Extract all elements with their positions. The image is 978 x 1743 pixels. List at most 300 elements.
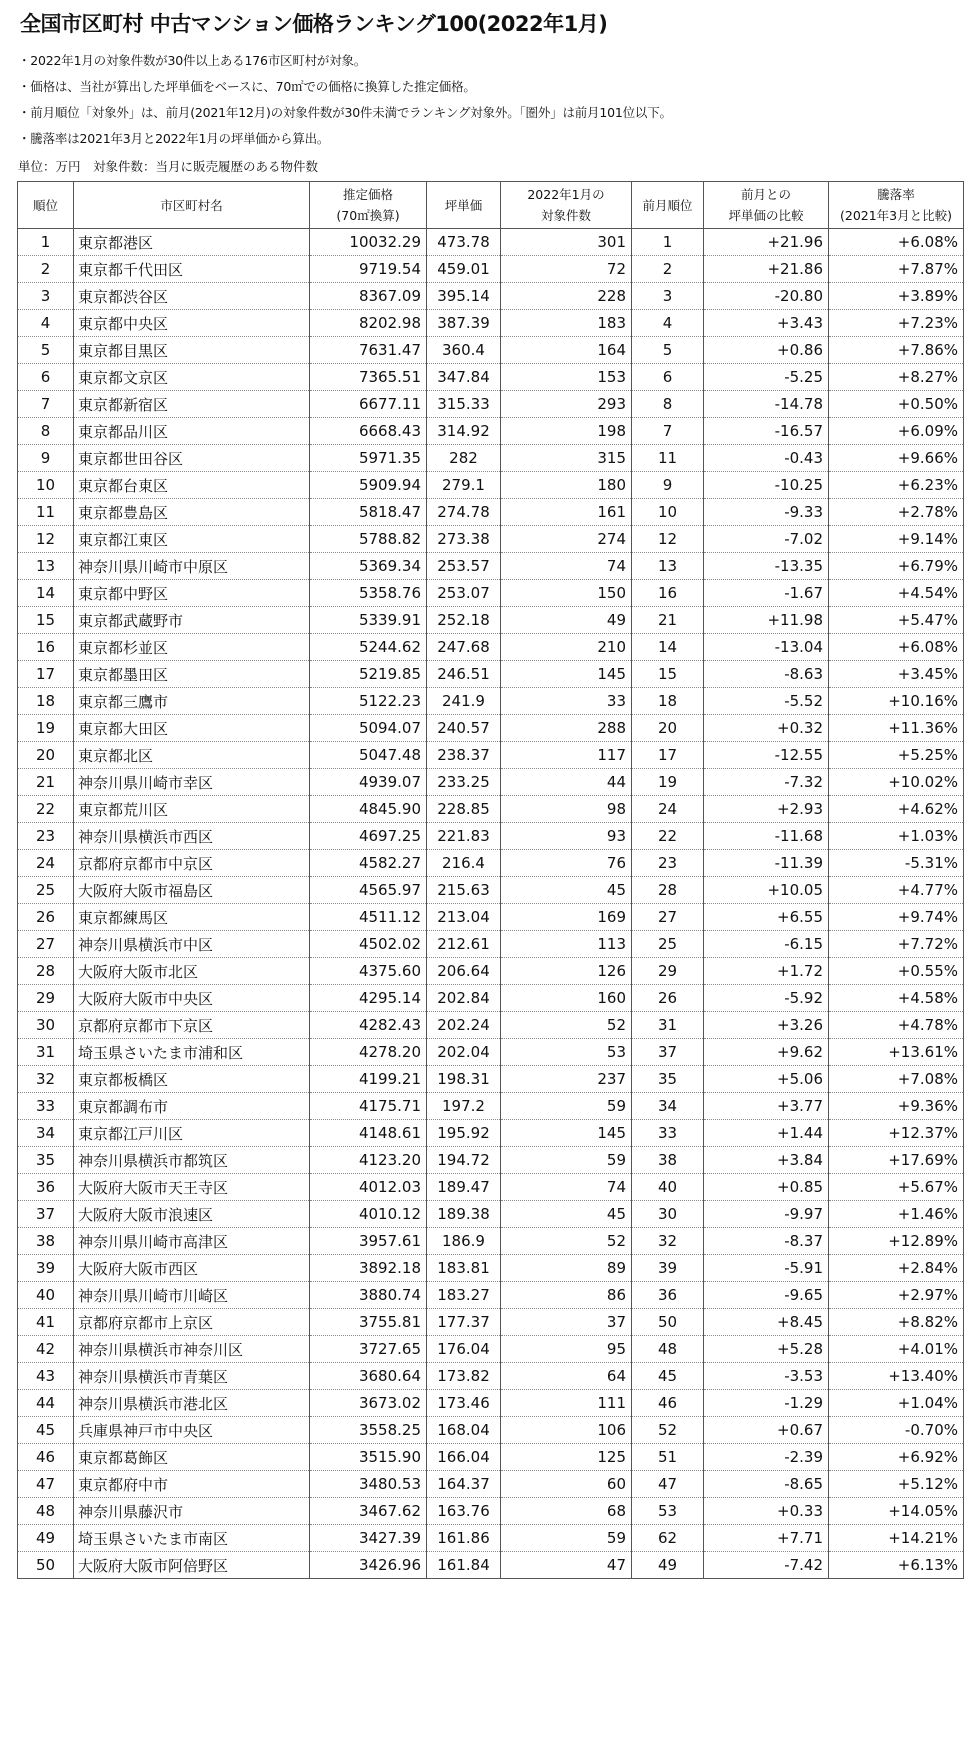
cell-prev-rank: 30 [632,1201,704,1228]
cell-diff: +3.26 [704,1012,829,1039]
cell-rate: +4.62% [829,796,964,823]
cell-tsubo: 186.9 [427,1228,501,1255]
cell-tsubo: 228.85 [427,796,501,823]
cell-rank: 28 [18,958,74,985]
cell-rate: +6.79% [829,553,964,580]
cell-prev-rank: 17 [632,742,704,769]
table-row [18,1066,964,1093]
cell-price: 4565.97 [310,877,427,904]
cell-rate: +10.02% [829,769,964,796]
cell-rate: +4.01% [829,1336,964,1363]
cell-name: 神奈川県横浜市青葉区 [74,1363,310,1390]
cell-count: 153 [501,364,632,391]
cell-prev-rank: 47 [632,1471,704,1498]
cell-count: 150 [501,580,632,607]
cell-diff: +3.43 [704,310,829,337]
cell-rank: 27 [18,931,74,958]
cell-diff: +0.67 [704,1417,829,1444]
table-row [18,310,964,337]
cell-rank: 18 [18,688,74,715]
table-row [18,364,964,391]
cell-diff: -7.02 [704,526,829,553]
cell-rank: 22 [18,796,74,823]
note-item: ・価格は、当社が算出した坪単価をベースに、70㎡での価格に換算した推定価格。 [18,79,476,94]
cell-count: 160 [501,985,632,1012]
cell-prev-rank: 14 [632,634,704,661]
cell-price: 8367.09 [310,283,427,310]
cell-prev-rank: 13 [632,553,704,580]
cell-diff: -14.78 [704,391,829,418]
cell-count: 37 [501,1309,632,1336]
cell-price: 5219.85 [310,661,427,688]
cell-count: 33 [501,688,632,715]
cell-name: 神奈川県川崎市中原区 [74,553,310,580]
cell-rate: +17.69% [829,1147,964,1174]
table-row [18,796,964,823]
cell-price: 3467.62 [310,1498,427,1525]
cell-rate: +3.45% [829,661,964,688]
cell-diff: -7.42 [704,1552,829,1579]
cell-name: 神奈川県横浜市中区 [74,931,310,958]
header-diff [704,182,829,229]
cell-rank: 45 [18,1417,74,1444]
cell-price: 5909.94 [310,472,427,499]
cell-count: 274 [501,526,632,553]
header-price-line1: 推定価格 [342,187,393,202]
cell-tsubo: 195.92 [427,1120,501,1147]
cell-tsubo: 202.24 [427,1012,501,1039]
cell-rank: 37 [18,1201,74,1228]
cell-tsubo: 252.18 [427,607,501,634]
cell-rate: +6.13% [829,1552,964,1579]
cell-rate: +13.61% [829,1039,964,1066]
cell-name: 東京都府中市 [74,1471,310,1498]
cell-tsubo: 173.82 [427,1363,501,1390]
cell-price: 7631.47 [310,337,427,364]
cell-rank: 31 [18,1039,74,1066]
table-row [18,1525,964,1552]
cell-prev-rank: 29 [632,958,704,985]
cell-prev-rank: 26 [632,985,704,1012]
cell-rate: +2.78% [829,499,964,526]
cell-prev-rank: 6 [632,364,704,391]
table-row [18,688,964,715]
cell-diff: +7.71 [704,1525,829,1552]
cell-diff: -5.25 [704,364,829,391]
table-row [18,1390,964,1417]
cell-rate: +2.97% [829,1282,964,1309]
cell-rank: 26 [18,904,74,931]
cell-name: 東京都港区 [74,229,310,256]
cell-diff: -12.55 [704,742,829,769]
cell-rate: +7.23% [829,310,964,337]
cell-count: 72 [501,256,632,283]
cell-name: 京都府京都市下京区 [74,1012,310,1039]
cell-rank: 34 [18,1120,74,1147]
table-row [18,229,964,256]
cell-count: 44 [501,769,632,796]
cell-count: 74 [501,553,632,580]
cell-rank: 35 [18,1147,74,1174]
cell-rank: 7 [18,391,74,418]
cell-rate: +9.36% [829,1093,964,1120]
table-row [18,1309,964,1336]
cell-name: 東京都中野区 [74,580,310,607]
cell-price: 4511.12 [310,904,427,931]
cell-prev-rank: 40 [632,1174,704,1201]
cell-rank: 47 [18,1471,74,1498]
header-rate-line2: (2021年3月と比較) [839,208,953,223]
cell-tsubo: 212.61 [427,931,501,958]
cell-diff: +10.05 [704,877,829,904]
cell-name: 埼玉県さいたま市浦和区 [74,1039,310,1066]
cell-rank: 42 [18,1336,74,1363]
cell-rank: 32 [18,1066,74,1093]
cell-prev-rank: 21 [632,607,704,634]
cell-rank: 24 [18,850,74,877]
cell-tsubo: 197.2 [427,1093,501,1120]
cell-rate: +12.37% [829,1120,964,1147]
cell-rank: 48 [18,1498,74,1525]
cell-price: 6668.43 [310,418,427,445]
cell-name: 東京都大田区 [74,715,310,742]
cell-rank: 5 [18,337,74,364]
cell-diff: -16.57 [704,418,829,445]
cell-price: 10032.29 [310,229,427,256]
notes-list [18,48,968,152]
cell-count: 288 [501,715,632,742]
cell-diff: +3.84 [704,1147,829,1174]
table-row [18,715,964,742]
cell-name: 東京都北区 [74,742,310,769]
cell-price: 5122.23 [310,688,427,715]
page-title: 全国市区町村 中古マンション価格ランキング100(2022年1月) [20,12,608,36]
cell-rate: -5.31% [829,850,964,877]
cell-name: 東京都荒川区 [74,796,310,823]
table-row [18,1417,964,1444]
table-row [18,877,964,904]
cell-prev-rank: 37 [632,1039,704,1066]
cell-tsubo: 241.9 [427,688,501,715]
header-rate [829,182,964,229]
table-row [18,634,964,661]
cell-count: 180 [501,472,632,499]
cell-rank: 40 [18,1282,74,1309]
cell-name: 東京都葛飾区 [74,1444,310,1471]
cell-price: 3558.25 [310,1417,427,1444]
note-item: ・2022年1月の対象件数が30件以上ある176市区町村が対象。 [18,53,367,68]
cell-tsubo: 176.04 [427,1336,501,1363]
cell-name: 大阪府大阪市中央区 [74,985,310,1012]
table-row [18,1093,964,1120]
cell-tsubo: 314.92 [427,418,501,445]
cell-price: 8202.98 [310,310,427,337]
cell-price: 3880.74 [310,1282,427,1309]
header-price [310,182,427,229]
cell-name: 東京都品川区 [74,418,310,445]
cell-tsubo: 183.27 [427,1282,501,1309]
cell-count: 64 [501,1363,632,1390]
cell-count: 125 [501,1444,632,1471]
cell-prev-rank: 18 [632,688,704,715]
cell-rate: +5.67% [829,1174,964,1201]
cell-diff: -5.92 [704,985,829,1012]
cell-prev-rank: 28 [632,877,704,904]
cell-price: 4845.90 [310,796,427,823]
cell-count: 52 [501,1228,632,1255]
cell-diff: -3.53 [704,1363,829,1390]
cell-diff: -13.35 [704,553,829,580]
cell-diff: +1.44 [704,1120,829,1147]
cell-name: 大阪府大阪市西区 [74,1255,310,1282]
cell-count: 59 [501,1093,632,1120]
header-rate-line1: 騰落率 [877,187,915,202]
cell-name: 東京都板橋区 [74,1066,310,1093]
cell-prev-rank: 38 [632,1147,704,1174]
cell-count: 47 [501,1552,632,1579]
cell-rate: +1.03% [829,823,964,850]
cell-count: 95 [501,1336,632,1363]
cell-prev-rank: 46 [632,1390,704,1417]
cell-rank: 23 [18,823,74,850]
cell-diff: +21.86 [704,256,829,283]
cell-rank: 49 [18,1525,74,1552]
cell-prev-rank: 16 [632,580,704,607]
table-row [18,931,964,958]
cell-prev-rank: 23 [632,850,704,877]
cell-rate: +13.40% [829,1363,964,1390]
cell-tsubo: 189.38 [427,1201,501,1228]
cell-diff: +0.85 [704,1174,829,1201]
table-row [18,850,964,877]
cell-price: 4175.71 [310,1093,427,1120]
cell-count: 68 [501,1498,632,1525]
cell-name: 東京都杉並区 [74,634,310,661]
cell-tsubo: 198.31 [427,1066,501,1093]
cell-name: 東京都江東区 [74,526,310,553]
cell-tsubo: 163.76 [427,1498,501,1525]
cell-tsubo: 240.57 [427,715,501,742]
cell-name: 神奈川県川崎市幸区 [74,769,310,796]
cell-prev-rank: 20 [632,715,704,742]
cell-prev-rank: 34 [632,1093,704,1120]
cell-rate: +7.72% [829,931,964,958]
cell-rank: 16 [18,634,74,661]
cell-count: 45 [501,1201,632,1228]
table-row [18,1282,964,1309]
cell-tsubo: 215.63 [427,877,501,904]
cell-rate: +6.23% [829,472,964,499]
cell-tsubo: 279.1 [427,472,501,499]
cell-tsubo: 473.78 [427,229,501,256]
cell-name: 神奈川県川崎市高津区 [74,1228,310,1255]
cell-rank: 43 [18,1363,74,1390]
table-row [18,1444,964,1471]
cell-prev-rank: 27 [632,904,704,931]
cell-diff: +2.93 [704,796,829,823]
cell-price: 3515.90 [310,1444,427,1471]
cell-diff: -8.37 [704,1228,829,1255]
cell-rate: +5.25% [829,742,964,769]
ranking-table [17,181,964,1579]
cell-prev-rank: 31 [632,1012,704,1039]
table-row [18,499,964,526]
cell-rank: 19 [18,715,74,742]
cell-name: 東京都文京区 [74,364,310,391]
header-diff-line2: 坪単価の比較 [728,208,804,223]
cell-rank: 2 [18,256,74,283]
ranking-table-container [17,181,963,1579]
cell-tsubo: 161.84 [427,1552,501,1579]
note-item: ・騰落率は2021年3月と2022年1月の坪単価から算出。 [18,131,330,146]
cell-count: 76 [501,850,632,877]
cell-rank: 12 [18,526,74,553]
cell-tsubo: 273.38 [427,526,501,553]
table-row [18,1147,964,1174]
cell-name: 東京都武蔵野市 [74,607,310,634]
cell-price: 4697.25 [310,823,427,850]
cell-count: 111 [501,1390,632,1417]
cell-diff: -0.43 [704,445,829,472]
cell-price: 3480.53 [310,1471,427,1498]
cell-price: 4199.21 [310,1066,427,1093]
cell-rate: +1.46% [829,1201,964,1228]
cell-name: 東京都豊島区 [74,499,310,526]
cell-rate: +5.47% [829,607,964,634]
cell-prev-rank: 8 [632,391,704,418]
cell-price: 3680.64 [310,1363,427,1390]
cell-count: 74 [501,1174,632,1201]
cell-tsubo: 164.37 [427,1471,501,1498]
cell-prev-rank: 11 [632,445,704,472]
cell-name: 京都府京都市上京区 [74,1309,310,1336]
cell-rate: +4.54% [829,580,964,607]
cell-name: 神奈川県横浜市港北区 [74,1390,310,1417]
cell-price: 9719.54 [310,256,427,283]
cell-count: 315 [501,445,632,472]
cell-tsubo: 173.46 [427,1390,501,1417]
cell-count: 164 [501,337,632,364]
header-name: 市区町村名 [74,182,310,229]
cell-count: 113 [501,931,632,958]
cell-rank: 41 [18,1309,74,1336]
cell-prev-rank: 32 [632,1228,704,1255]
cell-count: 145 [501,1120,632,1147]
cell-count: 126 [501,958,632,985]
cell-tsubo: 177.37 [427,1309,501,1336]
cell-rank: 10 [18,472,74,499]
cell-count: 161 [501,499,632,526]
cell-rate: +4.77% [829,877,964,904]
cell-prev-rank: 53 [632,1498,704,1525]
table-row [18,472,964,499]
cell-rank: 29 [18,985,74,1012]
cell-diff: -20.80 [704,283,829,310]
cell-price: 5971.35 [310,445,427,472]
cell-diff: +0.32 [704,715,829,742]
cell-count: 60 [501,1471,632,1498]
cell-rate: +6.08% [829,229,964,256]
cell-diff: +11.98 [704,607,829,634]
cell-diff: -8.63 [704,661,829,688]
cell-count: 89 [501,1255,632,1282]
table-row [18,1039,964,1066]
header-count-line1: 2022年1月の [527,187,605,202]
cell-prev-rank: 35 [632,1066,704,1093]
cell-rate: +6.08% [829,634,964,661]
cell-prev-rank: 33 [632,1120,704,1147]
cell-tsubo: 253.57 [427,553,501,580]
cell-price: 3727.65 [310,1336,427,1363]
cell-prev-rank: 24 [632,796,704,823]
cell-rank: 50 [18,1552,74,1579]
table-row [18,1336,964,1363]
header-count [501,182,632,229]
cell-count: 45 [501,877,632,904]
cell-rate: +9.14% [829,526,964,553]
cell-prev-rank: 36 [632,1282,704,1309]
table-row [18,607,964,634]
cell-rate: +3.89% [829,283,964,310]
cell-rate: +6.92% [829,1444,964,1471]
table-row [18,1012,964,1039]
cell-tsubo: 189.47 [427,1174,501,1201]
cell-diff: +0.33 [704,1498,829,1525]
cell-rank: 20 [18,742,74,769]
cell-price: 5047.48 [310,742,427,769]
cell-prev-rank: 9 [632,472,704,499]
cell-prev-rank: 50 [632,1309,704,1336]
cell-diff: +1.72 [704,958,829,985]
cell-price: 6677.11 [310,391,427,418]
table-row [18,769,964,796]
cell-diff: -9.65 [704,1282,829,1309]
cell-prev-rank: 15 [632,661,704,688]
cell-price: 4282.43 [310,1012,427,1039]
cell-tsubo: 216.4 [427,850,501,877]
cell-prev-rank: 3 [632,283,704,310]
cell-name: 京都府京都市中京区 [74,850,310,877]
cell-tsubo: 347.84 [427,364,501,391]
cell-diff: -1.67 [704,580,829,607]
cell-rate: +14.21% [829,1525,964,1552]
cell-price: 4939.07 [310,769,427,796]
cell-rate: +9.66% [829,445,964,472]
note-item: ・前月順位「対象外」は、前月(2021年12月)の対象件数が30件未満でランキング対象外。「圏外」は前月101位以下。 [18,105,672,120]
cell-name: 埼玉県さいたま市南区 [74,1525,310,1552]
cell-name: 東京都練馬区 [74,904,310,931]
cell-diff: -5.52 [704,688,829,715]
header-rank: 順位 [18,182,74,229]
table-header-row [18,182,964,229]
cell-diff: -11.39 [704,850,829,877]
cell-rate: +4.58% [829,985,964,1012]
cell-price: 5358.76 [310,580,427,607]
cell-rate: +10.16% [829,688,964,715]
cell-price: 5339.91 [310,607,427,634]
cell-diff: -9.97 [704,1201,829,1228]
cell-name: 兵庫県神戸市中央区 [74,1417,310,1444]
cell-price: 4123.20 [310,1147,427,1174]
cell-count: 117 [501,742,632,769]
cell-prev-rank: 51 [632,1444,704,1471]
cell-rate: +5.12% [829,1471,964,1498]
cell-price: 5244.62 [310,634,427,661]
cell-count: 183 [501,310,632,337]
cell-rank: 3 [18,283,74,310]
table-row [18,1363,964,1390]
cell-diff: -8.65 [704,1471,829,1498]
